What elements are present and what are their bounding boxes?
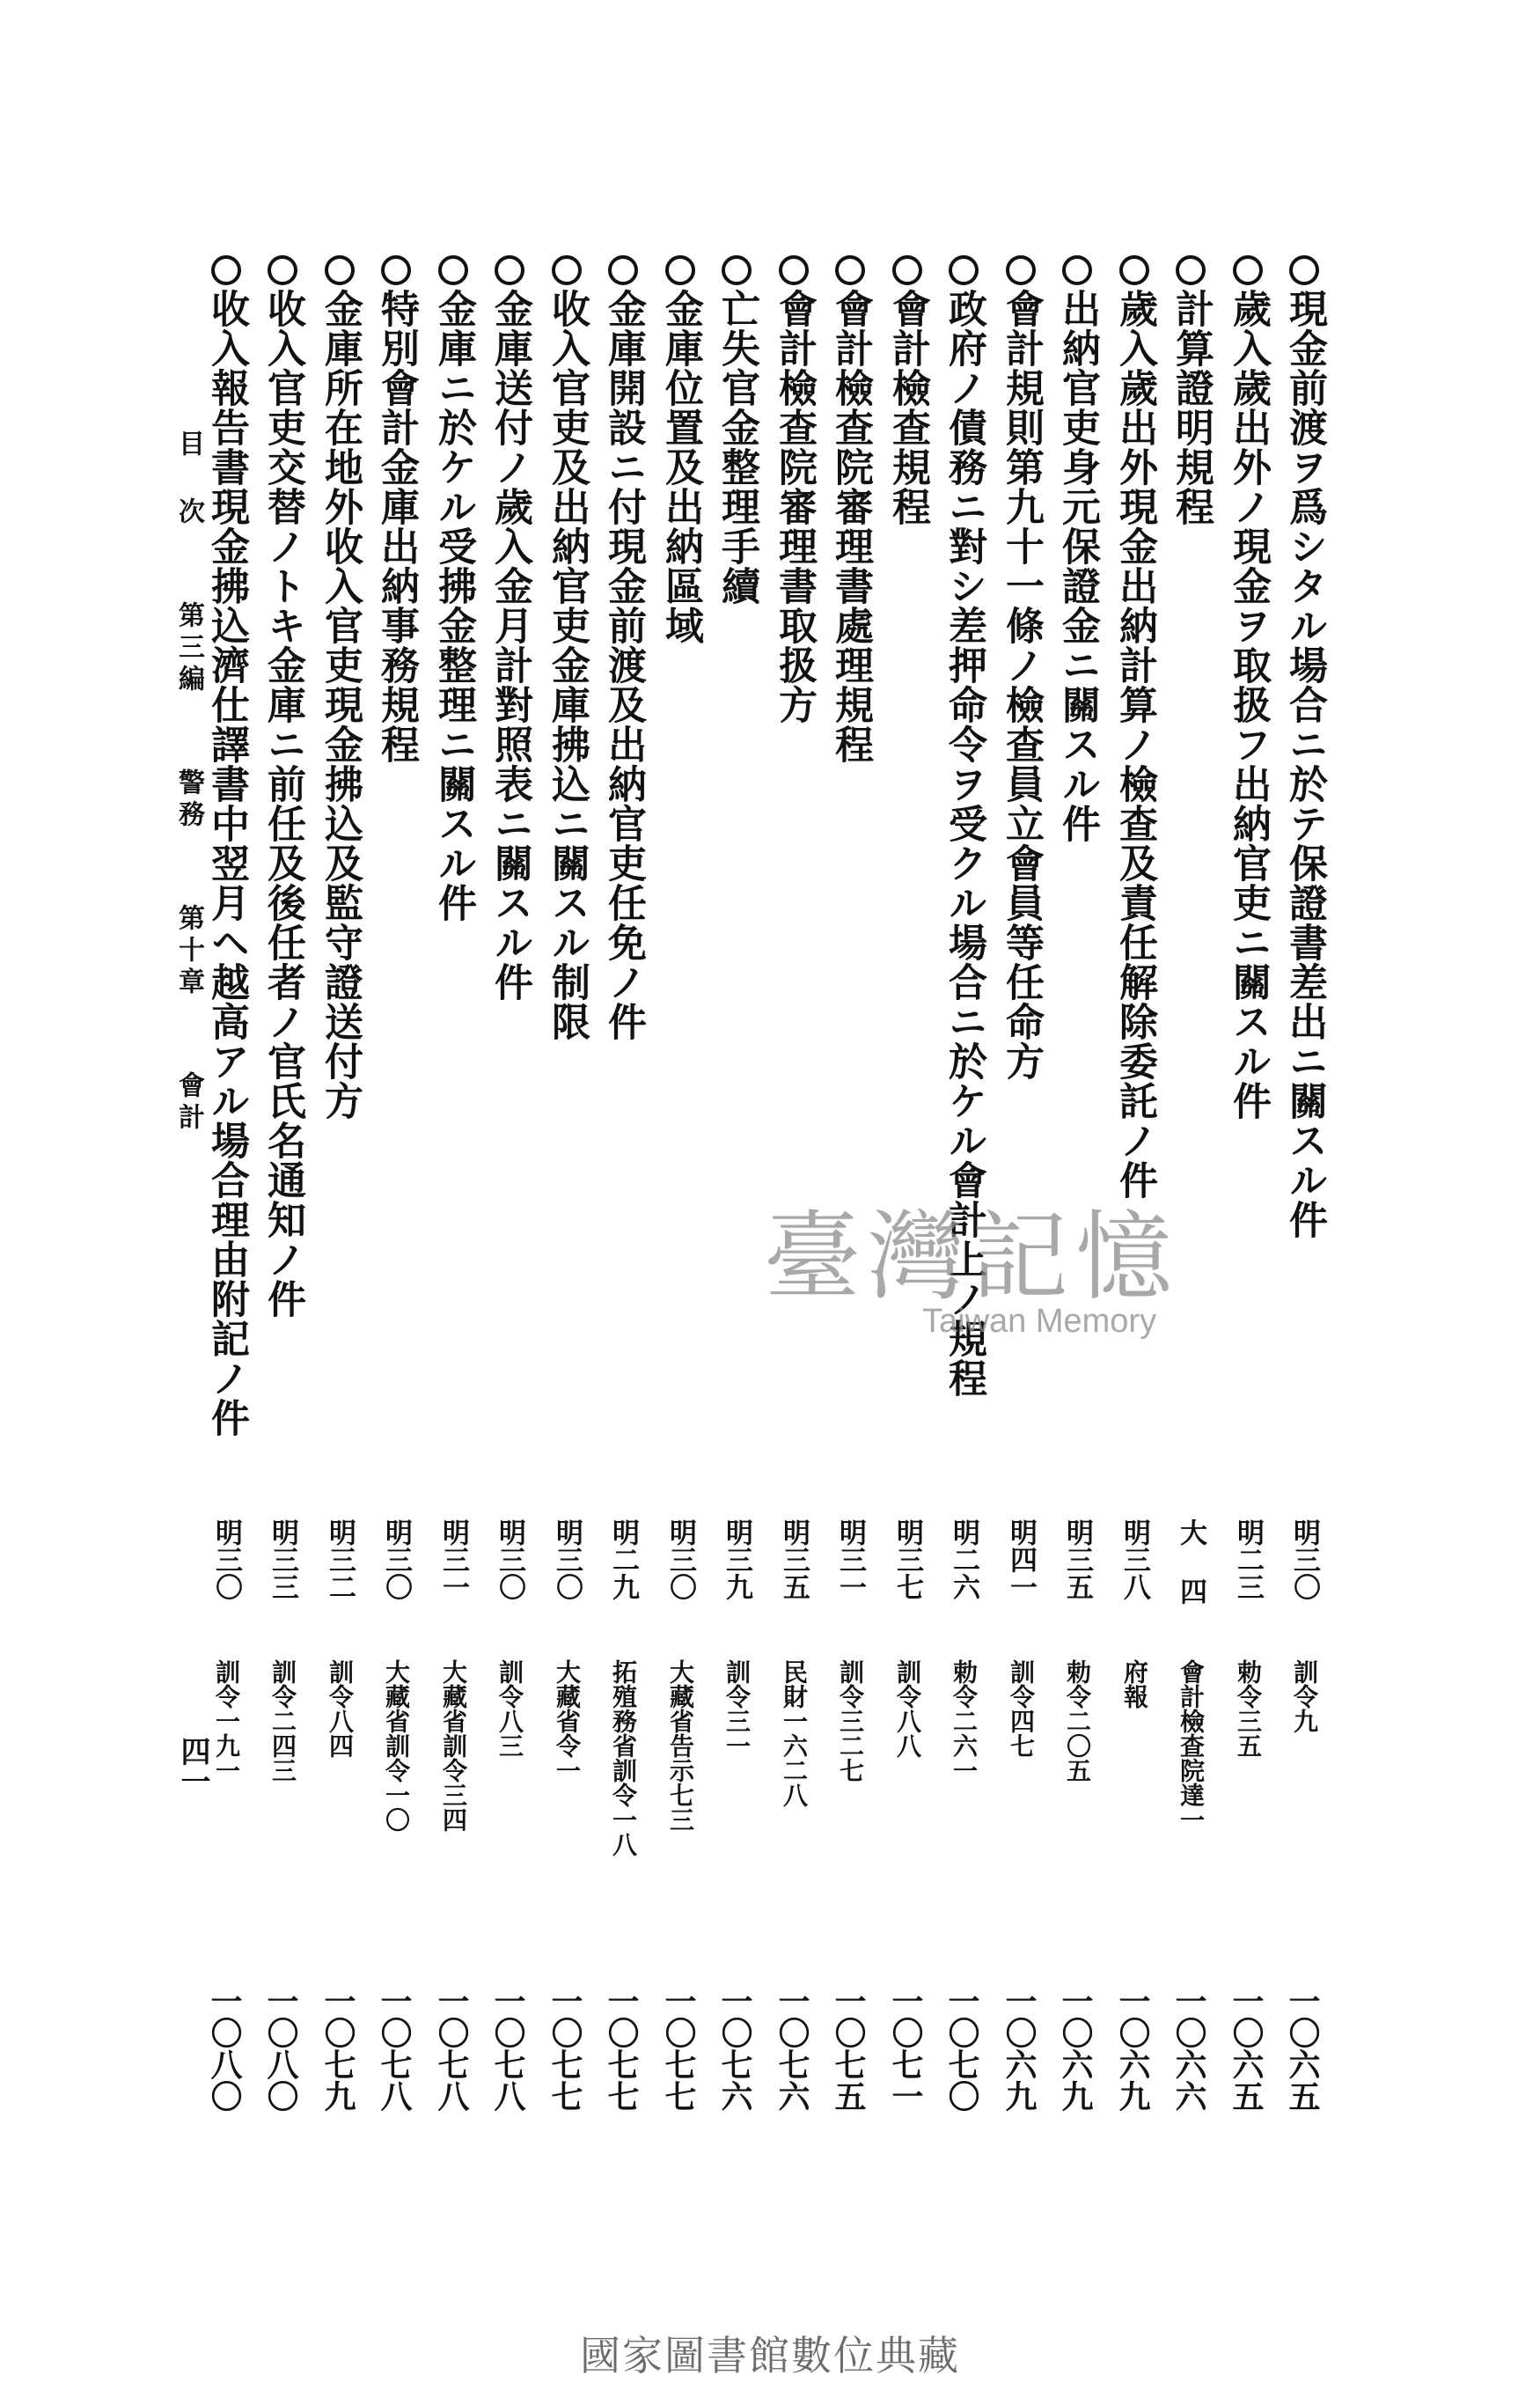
toc-entry-era: 明二三: [1232, 1518, 1264, 1600]
toc-entry-title-text: 金庫位置及出納區域: [658, 289, 703, 645]
toc-entry-page: 一〇七八: [433, 1985, 470, 2112]
toc-entry-title: [488, 255, 532, 1002]
toc-entry-era: 明二九: [607, 1518, 639, 1600]
toc-entry-era: 明三〇: [494, 1518, 525, 1600]
toc-entry-era: 明三三: [267, 1518, 298, 1600]
toc-entry-title-text: 收入報告書現金拂込濟仕譯書中翌月ヘ越高アル場合理由附記ノ件: [204, 289, 249, 1437]
toc-entry-era: 明三七: [891, 1518, 923, 1600]
toc-entry-page: 一〇六九: [1114, 1985, 1151, 2112]
circle-bullet-icon: [381, 255, 411, 285]
toc-entry-page: 一〇七六: [774, 1985, 810, 2112]
toc-entry-title: [715, 255, 759, 606]
toc-entry-era: 明三一: [437, 1518, 469, 1600]
toc-entry-title-text: 會計檢查院審理書處理規程: [828, 289, 873, 764]
toc-entry-page: 一〇六五: [1228, 1985, 1265, 2112]
circle-bullet-icon: [608, 255, 638, 285]
toc-entry-law: 勅令二〇五: [1063, 1659, 1092, 1783]
toc-entry-title-text: 政府ノ債務ニ對シ差押命令ヲ受クル場合ニ於ケル會計上ノ規程: [942, 289, 986, 1398]
toc-entry-law: 訓令三二七: [836, 1659, 865, 1783]
toc-entry-title-text: 收入官吏交替ノトキ金庫ニ前任及後任者ノ官氏名通知ノ件: [260, 289, 305, 1319]
toc-entry-era: 明三八: [1118, 1518, 1150, 1600]
watermark-logo: [764, 1180, 1274, 1382]
toc-entry-page: 一〇七九: [319, 1985, 356, 2112]
toc-entry-title: [1282, 255, 1327, 1239]
toc-entry-title: [1226, 255, 1271, 1121]
circle-bullet-icon: [1289, 255, 1319, 285]
toc-entry-title-text: 會計檢查院審理書取扱方: [772, 289, 817, 724]
circle-bullet-icon: [325, 255, 355, 285]
toc-entry-page: 一〇八〇: [262, 1985, 299, 2112]
circle-bullet-icon: [1006, 255, 1036, 285]
circle-bullet-icon: [665, 255, 695, 285]
circle-bullet-icon: [779, 255, 809, 285]
toc-entry-title: [204, 255, 249, 1437]
toc-entry-title: [318, 255, 363, 1121]
toc-entry-title: [431, 255, 476, 923]
toc-entry-title-text: 會計檢查規程: [885, 289, 930, 526]
toc-entry-title-text: 收入官吏及出納官吏金庫拂込ニ關スル制限: [545, 289, 590, 1041]
toc-entry-title-text: 歲入歲出外ノ現金ヲ取扱フ出納官吏ニ關スル件: [1226, 289, 1271, 1121]
toc-entry-era: 明三五: [1061, 1518, 1093, 1600]
toc-entry-title-text: 計算證明規程: [1169, 289, 1214, 526]
toc-entry-title-text: 亡失官金整理手續: [715, 289, 759, 606]
toc-entry-title-text: 出納官吏身元保證金ニ關スル件: [1055, 289, 1100, 843]
running-title: 目 次 第三編 警務 第十章 會計: [173, 430, 204, 1135]
toc-entry-law: 民財一六二八: [780, 1659, 809, 1807]
toc-entry-era: 明三九: [721, 1518, 752, 1600]
toc-entry-era: 明三〇: [210, 1518, 242, 1600]
toc-entry-era: 明二六: [948, 1518, 979, 1600]
toc-entry-title: [1055, 255, 1100, 843]
toc-entry-era: 明三二: [324, 1518, 356, 1600]
toc-entry-title: [374, 255, 419, 764]
watermark-text: 臺灣記憶: [764, 1201, 1179, 1313]
toc-entry-page: 一〇七七: [546, 1985, 583, 2112]
toc-entry-era: 明三五: [778, 1518, 810, 1600]
toc-entry-law: 訓令八八: [893, 1659, 922, 1758]
toc-entry-title-text: 會計規則第九十一條ノ檢查員立會員等任命方: [999, 289, 1044, 1081]
toc-entry-page: 一〇六五: [1284, 1985, 1321, 2112]
toc-entry-era: 明四一: [1005, 1518, 1037, 1600]
circle-bullet-icon: [438, 255, 468, 285]
toc-entry-title-text: 金庫送付ノ歲入金月計對照表ニ關スル件: [488, 289, 532, 1002]
toc-entry-title: [1112, 255, 1157, 1200]
toc-entry-law: 會計檢查院達一: [1177, 1659, 1206, 1832]
toc-entry-law: 訓令二四三: [268, 1659, 297, 1783]
circle-bullet-icon: [722, 255, 752, 285]
toc-entry-title: [999, 255, 1044, 1081]
toc-entry-era: 大 四: [1175, 1518, 1206, 1605]
circle-bullet-icon: [835, 255, 865, 285]
toc-entry-law: 大藏省告示七三: [666, 1659, 695, 1832]
toc-entry-law: 勅令二六一: [950, 1659, 979, 1783]
toc-entry-law: 訓令八三: [495, 1659, 524, 1758]
toc-entry-law: 訓令九: [1290, 1659, 1319, 1733]
toc-entry-era: 明三〇: [551, 1518, 583, 1600]
toc-entry-title-text: 現金前渡ヲ爲シタル場合ニ於テ保證書差出ニ關スル件: [1282, 289, 1327, 1239]
toc-entry-page: 一〇七六: [716, 1985, 753, 2112]
toc-entry-law: 拓殖務省訓令一八: [609, 1659, 638, 1856]
circle-bullet-icon: [1176, 255, 1206, 285]
toc-entry-law: 勅令三五: [1234, 1659, 1263, 1758]
toc-entry-page: 一〇七一: [887, 1985, 924, 2112]
circle-bullet-icon: [1062, 255, 1092, 285]
toc-entry-law: 大藏省訓令三四: [439, 1659, 468, 1832]
toc-entry-title: [1169, 255, 1214, 526]
toc-entry-title-text: 金庫所在地外收入官吏現金拂込及監守證送付方: [318, 289, 363, 1121]
page-number: 四一: [175, 1736, 210, 1796]
circle-bullet-icon: [1119, 255, 1149, 285]
toc-entry-law: 訓令八四: [326, 1659, 355, 1758]
toc-entry-page: 一〇六九: [1001, 1985, 1038, 2112]
toc-entry-page: 一〇七七: [603, 1985, 640, 2112]
toc-entry-title: [772, 255, 817, 724]
toc-entry-law: 訓令三一: [722, 1659, 752, 1758]
toc-entry-title-text: 特別會計金庫出納事務規程: [374, 289, 419, 764]
toc-entry-law: 大藏省令一: [553, 1659, 582, 1783]
toc-entry-page: 一〇七七: [660, 1985, 697, 2112]
toc-entry-page: 一〇七五: [830, 1985, 867, 2112]
toc-entry-era: 明三〇: [380, 1518, 412, 1600]
toc-entry-page: 一〇六九: [1057, 1985, 1094, 2112]
toc-entry-title: [658, 255, 703, 645]
toc-entry-era: 明三〇: [1288, 1518, 1320, 1600]
toc-entry-law: 大藏省訓令一〇: [382, 1659, 411, 1832]
toc-entry-title-text: 金庫ニ於ケル受拂金整理ニ關スル件: [431, 289, 476, 923]
toc-entry-law: 訓令一九一: [212, 1659, 241, 1783]
toc-entry-era: 明三〇: [664, 1518, 696, 1600]
toc-entry-title: [601, 255, 646, 1041]
circle-bullet-icon: [495, 255, 524, 285]
toc-entry-page: 一〇七八: [376, 1985, 413, 2112]
toc-entry-title: [885, 255, 930, 526]
circle-bullet-icon: [552, 255, 582, 285]
circle-bullet-icon: [949, 255, 979, 285]
toc-entry-law: 訓令四七: [1007, 1659, 1036, 1758]
circle-bullet-icon: [268, 255, 297, 285]
footer-credit: 國家圖書館數位典藏: [580, 2332, 960, 2379]
toc-entry-title-text: 金庫開設ニ付現金前渡及出納官吏任免ノ件: [601, 289, 646, 1041]
toc-entry-page: 一〇七八: [489, 1985, 526, 2112]
toc-entry-page: 一〇七〇: [943, 1985, 980, 2112]
circle-bullet-icon: [1233, 255, 1263, 285]
toc-entry-page: 一〇八〇: [206, 1985, 243, 2112]
toc-entry-title: [828, 255, 873, 764]
toc-entry-era: 明三一: [834, 1518, 866, 1600]
circle-bullet-icon: [892, 255, 922, 285]
toc-entry-title: [545, 255, 590, 1041]
toc-entry-title: [260, 255, 305, 1319]
circle-bullet-icon: [211, 255, 241, 285]
watermark-subtext: Taiwan Memory: [922, 1303, 1157, 1340]
toc-entry-page: 一〇六六: [1170, 1985, 1207, 2112]
toc-entry-title-text: 歲入歲出外現金出納計算ノ檢查及責任解除委託ノ件: [1112, 289, 1157, 1200]
toc-entry-law: 府報: [1120, 1659, 1149, 1709]
